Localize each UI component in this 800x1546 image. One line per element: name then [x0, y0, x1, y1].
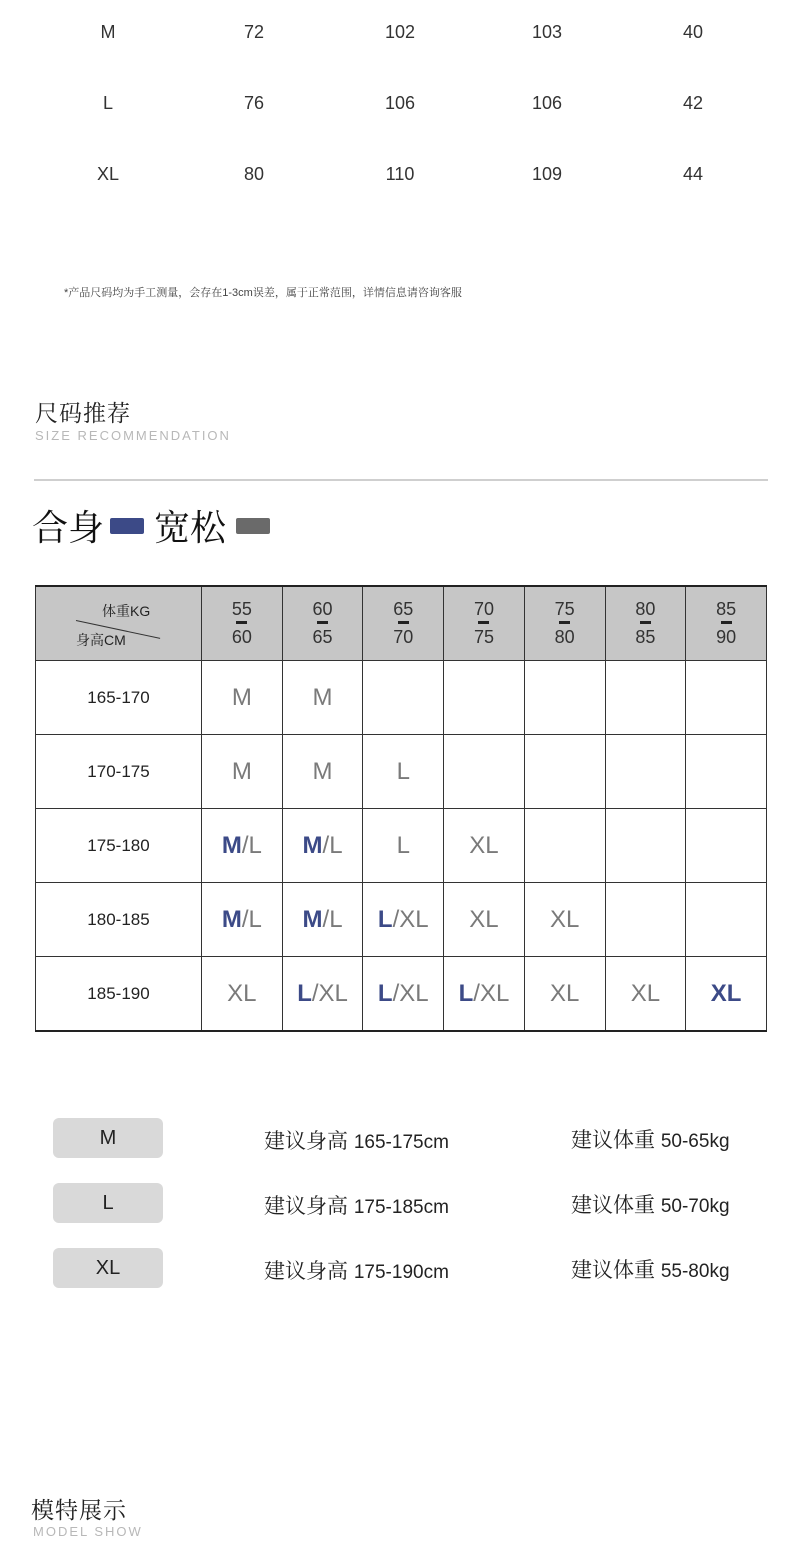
fit-size-mark: M [302, 831, 323, 859]
size-grid-cell [686, 809, 767, 883]
size-grid-cell [524, 809, 605, 883]
range-dash [236, 621, 247, 624]
size-grid-cell [524, 957, 605, 1032]
size-grid-cell [686, 883, 767, 957]
section-subtitle: SIZE RECOMMENDATION [35, 428, 231, 443]
size-cell: 76 [243, 93, 265, 113]
model-section-subtitle: MODEL SHOW [33, 1524, 143, 1539]
loose-label: 宽松 [154, 507, 227, 548]
weight-range-header [363, 586, 444, 661]
weight-range-start: 65 [393, 599, 414, 619]
suggested-weight-value: 55-80kg [660, 1261, 730, 1282]
size-mark: XL [227, 979, 257, 1007]
weight-range-header [605, 586, 686, 661]
size-grid-cell [282, 957, 363, 1032]
weight-range-end: 90 [716, 627, 737, 647]
grid-row [36, 735, 767, 809]
weight-range-start: 60 [312, 599, 333, 619]
size-grid-cell [363, 661, 444, 735]
size-grid-cell [202, 809, 283, 883]
fit-size-mark: L [377, 905, 393, 933]
suggested-weight [571, 1254, 730, 1284]
weight-range-end: 70 [393, 627, 414, 647]
size-cell: L [102, 93, 113, 113]
suggested-weight-label: 建议体重 [571, 1259, 655, 1282]
range-dash [640, 621, 651, 624]
height-range-cell: 185-190 [36, 957, 202, 1032]
weight-range-header [524, 586, 605, 661]
size-grid-cell [686, 957, 767, 1032]
suggested-weight-label: 建议体重 [571, 1129, 655, 1152]
size-cell: M [100, 22, 116, 42]
size-cell: 40 [682, 22, 704, 42]
size-grid-cell [686, 661, 767, 735]
weight-range-end: 75 [473, 627, 494, 647]
suggested-weight-value: 50-70kg [660, 1196, 730, 1217]
weight-range-end: 65 [312, 627, 333, 647]
size-grid-cell [524, 735, 605, 809]
size-mark: M [312, 757, 333, 785]
height-range-cell: 170-175 [36, 735, 202, 809]
loose-color-swatch [236, 518, 270, 534]
size-grid-cell [444, 661, 525, 735]
size-grid-cell [282, 735, 363, 809]
fit-size-mark: M [302, 905, 323, 933]
size-table-row-l [0, 89, 800, 119]
size-grid-cell [282, 883, 363, 957]
fit-size-mark: M [221, 831, 242, 859]
suggested-weight-label: 建议体重 [571, 1194, 655, 1217]
suggested-height [264, 1125, 449, 1155]
weight-range-start: 70 [473, 599, 494, 619]
height-range-cell: 165-170 [36, 661, 202, 735]
fit-color-swatch [110, 518, 144, 534]
size-grid-cell [605, 957, 686, 1032]
weight-range-header [202, 586, 283, 661]
grid-body [36, 661, 767, 1032]
size-mark: XL [549, 905, 580, 933]
weight-range-start: 80 [635, 599, 656, 619]
size-grid-cell [524, 883, 605, 957]
size-cell: 80 [243, 164, 265, 184]
size-table-row-xl [0, 160, 800, 190]
measurement-note: *产品尺码均为手工测量，会存在1-3cm误差，属于正常范围，详情信息请咨询客服 [64, 287, 462, 299]
grid-row [36, 661, 767, 735]
size-grid-cell [605, 809, 686, 883]
suggested-height [264, 1190, 449, 1220]
weight-range-header [282, 586, 363, 661]
suggested-height-label: 建议身高 [264, 1130, 348, 1153]
size-cell: 109 [531, 164, 563, 184]
size-mark: /XL [473, 979, 510, 1007]
range-dash [721, 621, 732, 624]
weight-range-end: 60 [231, 627, 252, 647]
size-mark: XL [469, 905, 499, 933]
size-grid-cell [524, 661, 605, 735]
size-table-row-m [0, 18, 800, 48]
size-grid-cell [282, 661, 363, 735]
size-cell: 110 [385, 164, 415, 184]
weight-axis-label: 体重KG [102, 603, 151, 619]
size-mark: L [396, 831, 410, 859]
weight-range-end: 80 [554, 627, 575, 647]
suggested-weight-value: 50-65kg [660, 1131, 730, 1152]
size-grid-cell [605, 735, 686, 809]
grid-corner-cell [36, 586, 202, 661]
size-mark: /XL [392, 905, 429, 933]
size-grid-cell [202, 957, 283, 1032]
size-mark: /L [322, 905, 343, 933]
size-mark: M [312, 683, 333, 711]
size-mark: /L [241, 905, 262, 933]
weight-range-header [686, 586, 767, 661]
size-mark: XL [630, 979, 661, 1007]
suggested-height-value: 175-190cm [353, 1262, 449, 1283]
size-cell: 72 [243, 22, 265, 42]
fit-size-mark: XL [710, 979, 742, 1007]
height-range-cell: 180-185 [36, 883, 202, 957]
fit-label: 合身 [32, 507, 105, 548]
size-cell: XL [96, 164, 120, 184]
model-section-title: 模特展示 [31, 1497, 127, 1523]
size-cell: 106 [384, 93, 416, 113]
suggested-height-label: 建议身高 [264, 1260, 348, 1283]
suggested-height [264, 1255, 449, 1285]
weight-range-start: 75 [554, 599, 575, 619]
size-cell: 42 [682, 93, 704, 113]
size-grid-cell [202, 883, 283, 957]
suggested-weight [571, 1189, 730, 1219]
size-cell: 103 [531, 22, 563, 42]
suggested-height-value: 175-185cm [353, 1197, 449, 1218]
size-grid-cell [282, 809, 363, 883]
grid-row [36, 883, 767, 957]
fit-size-mark: L [458, 979, 474, 1007]
size-grid-cell [444, 735, 525, 809]
size-mark: M [231, 757, 252, 785]
grid-header-row [36, 586, 767, 661]
size-mark: /L [241, 831, 262, 859]
size-mark: L [396, 757, 410, 785]
size-grid-cell [202, 661, 283, 735]
size-badge: L [53, 1183, 163, 1223]
weight-range-header [444, 586, 525, 661]
size-grid-cell [363, 809, 444, 883]
range-dash [398, 621, 409, 624]
section-title: 尺码推荐 [35, 400, 131, 426]
size-mark: M [231, 683, 252, 711]
suggested-height-label: 建议身高 [264, 1195, 348, 1218]
size-grid-cell [363, 957, 444, 1032]
size-grid-cell [444, 809, 525, 883]
size-mark: /XL [311, 979, 348, 1007]
weight-range-start: 85 [716, 599, 737, 619]
size-mark: /XL [392, 979, 429, 1007]
size-recommendation-grid [35, 585, 767, 1032]
size-grid-cell [202, 735, 283, 809]
size-mark: /L [322, 831, 343, 859]
height-axis-label: 身高CM [76, 632, 126, 648]
range-dash [559, 621, 570, 624]
suggested-height-value: 165-175cm [353, 1132, 449, 1153]
fit-size-mark: L [297, 979, 312, 1007]
size-grid-cell [686, 735, 767, 809]
size-mark: XL [549, 979, 580, 1007]
size-cell: 102 [384, 22, 416, 42]
weight-range-start: 55 [231, 599, 252, 619]
size-grid-cell [363, 735, 444, 809]
fit-size-mark: L [377, 979, 393, 1007]
size-grid-cell [444, 957, 525, 1032]
size-grid-cell [605, 883, 686, 957]
size-grid-cell [363, 883, 444, 957]
divider [34, 479, 768, 481]
grid-row [36, 809, 767, 883]
size-mark: XL [469, 831, 499, 859]
height-range-cell: 175-180 [36, 809, 202, 883]
size-grid-cell [444, 883, 525, 957]
size-cell: 106 [531, 93, 563, 113]
range-dash [317, 621, 328, 624]
weight-range-end: 85 [635, 627, 656, 647]
size-badge: M [53, 1118, 163, 1158]
grid-row [36, 957, 767, 1032]
fit-size-mark: M [221, 905, 242, 933]
suggested-weight [571, 1124, 730, 1154]
size-cell: 44 [682, 164, 704, 184]
range-dash [478, 621, 489, 624]
size-grid-cell [605, 661, 686, 735]
size-badge: XL [53, 1248, 163, 1288]
